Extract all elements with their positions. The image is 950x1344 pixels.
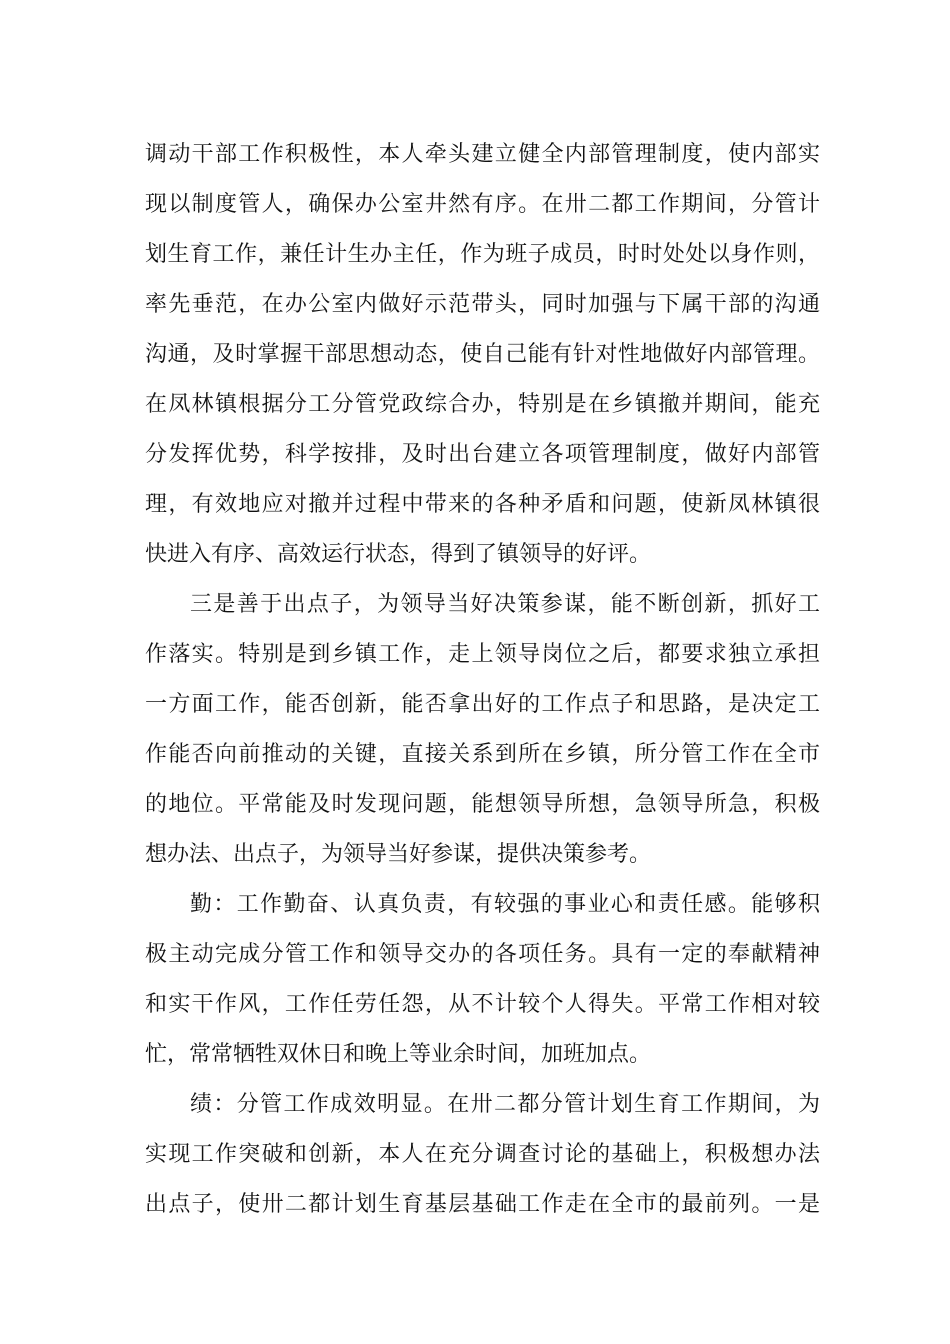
text-line: 率先垂范，在办公室内做好示范带头，同时加强与下属干部的沟通	[145, 292, 820, 317]
text-line: 作能否向前推动的关键，直接关系到所在乡镇，所分管工作在全市	[145, 742, 820, 767]
text-line: 一方面工作，能否创新，能否拿出好的工作点子和思路，是决定工	[145, 692, 820, 717]
text-line: 在凤林镇根据分工分管党政综合办，特别是在乡镇撤并期间，能充	[145, 392, 820, 417]
text-line: 快进入有序、高效运行状态，得到了镇领导的好评。	[145, 542, 652, 567]
text-line: 想办法、出点子，为领导当好参谋，提供决策参考。	[145, 842, 652, 867]
text-line: 作落实。特别是到乡镇工作，走上领导岗位之后，都要求独立承担	[145, 642, 820, 667]
text-line: 忙，常常牺牲双休日和晚上等业余时间，加班加点。	[145, 1042, 652, 1067]
text-line: 的地位。平常能及时发现问题，能想领导所想，急领导所急，积极	[145, 792, 820, 817]
text-line: 现以制度管人，确保办公室井然有序。在卅二都工作期间，分管计	[145, 192, 820, 217]
text-line: 沟通，及时掌握干部思想动态，使自己能有针对性地做好内部管理。	[145, 342, 820, 367]
text-line: 实现工作突破和创新，本人在充分调查讨论的基础上，积极想办法	[145, 1142, 820, 1167]
text-line: 调动干部工作积极性，本人牵头建立健全内部管理制度，使内部实	[145, 142, 820, 167]
text-line: 划生育工作，兼任计生办主任，作为班子成员，时时处处以身作则，	[145, 242, 820, 267]
paragraph-first-line: 勤：工作勤奋、认真负责，有较强的事业心和责任感。能够积	[190, 892, 820, 917]
text-line: 和实干作风，工作任劳任怨，从不计较个人得失。平常工作相对较	[145, 992, 820, 1017]
text-line: 理，有效地应对撤并过程中带来的各种矛盾和问题，使新凤林镇很	[145, 492, 820, 517]
paragraph-first-line: 三是善于出点子，为领导当好决策参谋，能不断创新，抓好工	[190, 592, 820, 617]
paragraph-first-line: 绩：分管工作成效明显。在卅二都分管计划生育工作期间，为	[190, 1092, 820, 1117]
text-line: 极主动完成分管工作和领导交办的各项任务。具有一定的奉献精神	[145, 942, 820, 967]
text-line: 分发挥优势，科学按排，及时出台建立各项管理制度，做好内部管	[145, 442, 820, 467]
text-line: 出点子，使卅二都计划生育基层基础工作走在全市的最前列。一是	[145, 1192, 820, 1217]
body-text	[145, 130, 820, 1230]
